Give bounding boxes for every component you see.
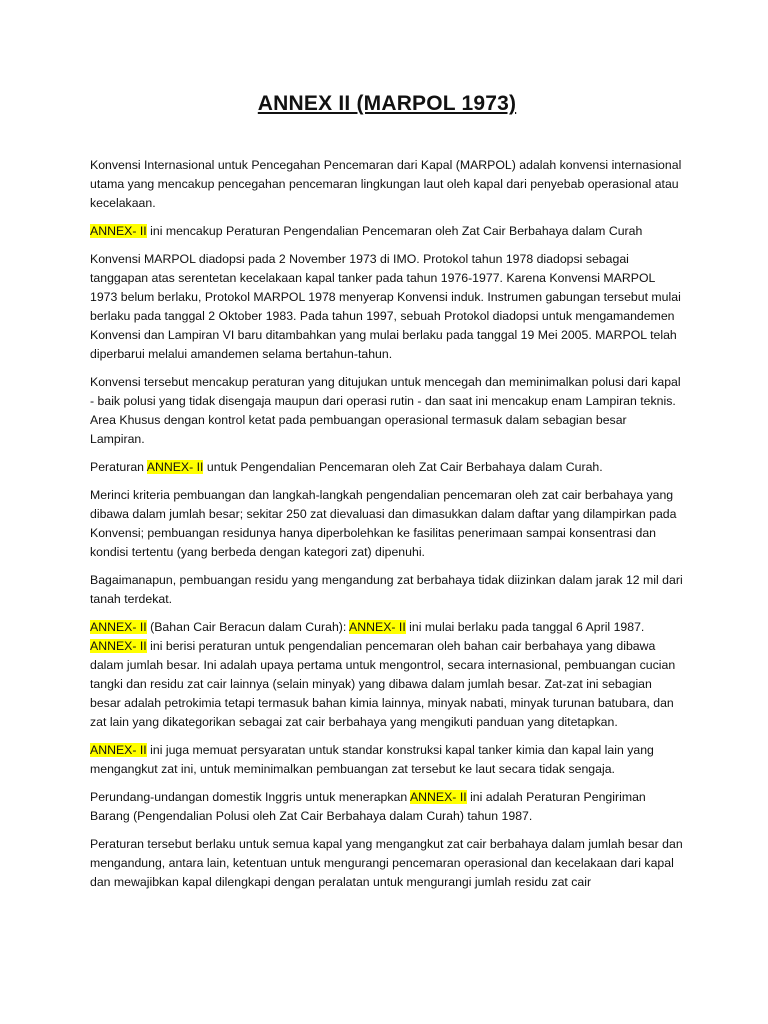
document-body <box>90 156 684 892</box>
paragraph-text: ini adalah Peraturan Pengiriman Barang (Pengendalian Polusi oleh Zat Cair Berbahaya dalam Curah) tahun 1987. <box>90 790 646 823</box>
paragraph-text: Peraturan <box>90 460 147 474</box>
highlighted-annex-term: ANNEX- II <box>90 224 147 238</box>
paragraph-text: ini mencakup Peraturan Pengendalian Pencemaran oleh Zat Cair Berbahaya dalam Curah <box>146 224 643 238</box>
paragraph-text: Konvensi Internasional untuk Pencegahan Pencemaran dari Kapal (MARPOL) adalah konvensi internasional utama yang mencakup pencegahan pencemaran lingkungan laut oleh kapal dari penyebab operasional atau kecelakaan. <box>90 158 682 210</box>
paragraph-text: ini juga memuat persyaratan untuk standar konstruksi kapal tanker kimia dan kapal lain yang mengangkut zat ini, untuk meminimalkan pembuangan zat tersebut ke laut secara tidak sengaja. <box>90 743 654 776</box>
paragraph-text: (Bahan Cair Beracun dalam Curah): <box>146 620 350 634</box>
paragraph <box>90 373 684 449</box>
paragraph-text: ini mulai berlaku pada tanggal 6 April 1987. <box>405 620 645 634</box>
paragraph-text: untuk Pengendalian Pencemaran oleh Zat Cair Berbahaya dalam Curah. <box>203 460 603 474</box>
paragraph-text: Bagaimanapun, pembuangan residu yang mengandung zat berbahaya tidak diizinkan dalam jarak 12 mil dari tanah terdekat. <box>90 573 683 606</box>
paragraph <box>90 250 684 364</box>
highlighted-annex-term: ANNEX- II <box>90 620 147 634</box>
paragraph-text: Merinci kriteria pembuangan dan langkah-langkah pengendalian pencemaran oleh zat cair berbahaya yang dibawa dalam jumlah besar; sekitar 250 zat dievaluasi dan dimasukkan dalam daftar yang dilampirkan pada Konvensi; pembuangan residunya hanya diperbolehkan ke fasilitas penerimaan sampai konsentrasi dan kondisi tertentu (yang berbeda dengan kategori zat) dipenuhi. <box>90 488 677 559</box>
paragraph <box>90 486 684 562</box>
paragraph <box>90 788 684 826</box>
paragraph <box>90 571 684 609</box>
paragraph <box>90 835 684 892</box>
paragraph-text: ini berisi peraturan untuk pengendalian pencemaran oleh bahan cair berbahaya yang dibawa dalam jumlah besar. Ini adalah upaya pertama untuk mengontrol, secara internasional, pembuangan cucian tangki dan residu zat cair lainnya (selain minyak) yang dibawa dalam jumlah besar. Zat-zat ini sebagian besar adalah petrokimia tetapi termasuk bahan kimia lainnya, minyak nabati, minyak turunan batubara, dan zat lain yang dikategorikan sebagai zat cair berbahaya yang mengikuti panduan yang ditetapkan. <box>90 639 676 729</box>
highlighted-annex-term: ANNEX- II <box>349 620 406 634</box>
paragraph-text: Peraturan tersebut berlaku untuk semua kapal yang mengangkut zat cair berbahaya dalam jumlah besar dan mengandung, antara lain, ketentuan untuk mengurangi pencemaran operasional dan kecelakaan dari kapal dan mewajibkan kapal dilengkapi dengan peralatan untuk mengurangi jumlah residu zat cair <box>90 837 683 889</box>
paragraph <box>90 741 684 779</box>
highlighted-annex-term: ANNEX- II <box>90 743 147 757</box>
paragraph <box>90 156 684 213</box>
paragraph-text: Konvensi tersebut mencakup peraturan yang ditujukan untuk mencegah dan meminimalkan polusi dari kapal - baik polusi yang tidak disengaja maupun dari operasi rutin - dan saat ini mencakup enam Lampiran teknis. Area Khusus dengan kontrol ketat pada pembuangan operasional termasuk dalam sebagian besar Lampiran. <box>90 375 681 446</box>
document-title: ANNEX II (MARPOL 1973) <box>257 92 517 115</box>
paragraph <box>90 222 684 241</box>
paragraph <box>90 458 684 477</box>
highlighted-annex-term: ANNEX- II <box>409 790 467 804</box>
paragraph <box>90 618 684 732</box>
paragraph-text: Perundang-undangan domestik Inggris untuk menerapkan <box>90 790 410 804</box>
highlighted-annex-term: ANNEX- II <box>90 639 147 653</box>
highlighted-annex-term: ANNEX- II <box>146 460 204 474</box>
paragraph-text: Konvensi MARPOL diadopsi pada 2 November 1973 di IMO. Protokol tahun 1978 diadopsi sebagai tanggapan atas serentetan kecelakaan kapal tanker pada tahun 1976-1977. Karena Konvensi MARPOL 1973 belum berlaku, Protokol MARPOL 1978 menyerap Konvensi induk. Instrumen gabungan tersebut mulai berlaku pada tanggal 2 Oktober 1983. Pada tahun 1997, sebuah Protokol diadopsi untuk mengamandemen Konvensi dan Lampiran VI baru ditambahkan yang mulai berlaku pada tanggal 19 Mei 2005. MARPOL telah diperbarui melalui amandemen selama bertahun-tahun. <box>90 252 681 361</box>
